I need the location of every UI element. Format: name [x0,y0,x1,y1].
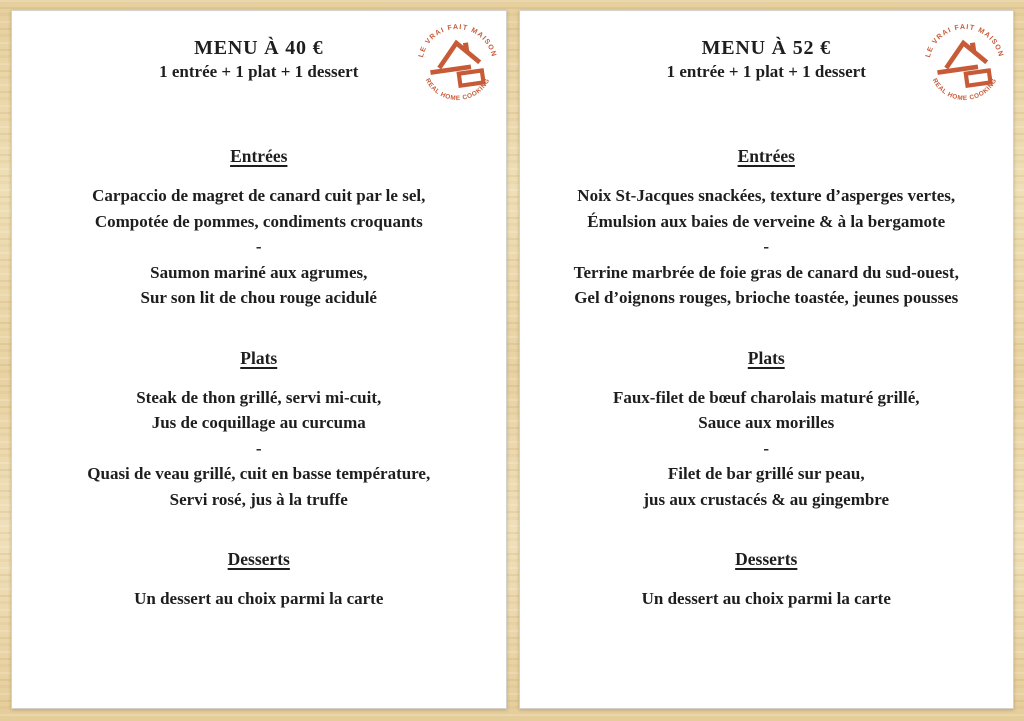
stamp-top-text: LE VRAI FAIT MAISON [924,23,1005,59]
house-pan-icon [426,40,483,89]
dish-lines [12,586,506,612]
house-pan-icon [934,40,991,89]
fait-maison-stamp-logo [918,18,1011,111]
menu-title: MENU À 40 € [194,37,324,59]
menu-subtitle: 1 entrée + 1 plat + 1 dessert [666,62,866,81]
dish-line: Terrine marbrée de foie gras de canard du sud-ouest, [573,262,959,282]
dish-line: Un dessert au choix parmi la carte [641,589,891,608]
section-heading-desserts: Desserts [227,549,290,569]
dish-line: Jus de coquillage au curcuma [151,413,366,432]
dish-line: Émulsion aux baies de verveine & à la bergamote [587,211,946,231]
dish-lines [520,183,1014,311]
section-entrees [520,145,1014,311]
dish-separator: - [763,237,770,256]
dish-lines [12,183,506,311]
dish-lines [520,586,1014,612]
menu-title: MENU À 52 € [701,37,831,59]
dish-separator: - [255,237,262,256]
dish-line: Servi rosé, jus à la truffe [169,489,348,509]
section-desserts [520,548,1014,612]
dish-separator: - [255,438,262,458]
dish-line: Carpaccio de magret de canard cuit par le sel, [92,186,426,205]
section-heading-plats: Plats [747,347,785,368]
section-heading-entrees: Entrées [230,146,288,166]
stamp-bottom-text: REAL HOME COOKING [930,77,999,103]
dish-line: Filet de bar grillé sur peau, [667,464,865,483]
section-plats [12,347,506,513]
stamp-top-text: LE VRAI FAIT MAISON [417,23,497,59]
dish-line: Quasi de veau grillé, cuit en basse température, [87,464,431,483]
section-plats [520,347,1014,513]
menu-card-40 [11,10,507,709]
dish-line: Steak de thon grillé, servi mi-cuit, [136,387,382,407]
section-desserts [12,548,506,612]
section-heading-desserts: Desserts [735,549,798,569]
stamp-bottom-text: REAL HOME COOKING [423,77,491,103]
dish-line: Sur son lit de chou rouge acidulé [140,288,377,307]
menu-card-52 [519,10,1015,709]
dish-line: Noix St-Jacques snackées, texture d’asperges vertes, [577,186,956,205]
section-heading-plats: Plats [240,347,278,368]
section-entrees [12,145,506,311]
dish-line: Un dessert au choix parmi la carte [134,589,384,608]
dish-line: Compotée de pommes, condiments croquants [94,211,423,231]
dish-line: jus aux crustacés & au gingembre [643,489,890,509]
dish-line: Gel d’oignons rouges, brioche toastée, jeunes pousses [574,288,959,307]
dish-separator: - [763,438,770,458]
fait-maison-stamp-logo [411,18,504,111]
section-heading-entrees: Entrées [737,146,795,166]
dish-line: Faux-filet de bœuf charolais maturé grillé, [612,387,920,407]
menu-subtitle: 1 entrée + 1 plat + 1 dessert [159,62,359,81]
dish-lines [520,385,1014,513]
dish-line: Sauce aux morilles [698,413,835,432]
dish-lines [12,385,506,513]
dish-line: Saumon mariné aux agrumes, [150,262,368,282]
